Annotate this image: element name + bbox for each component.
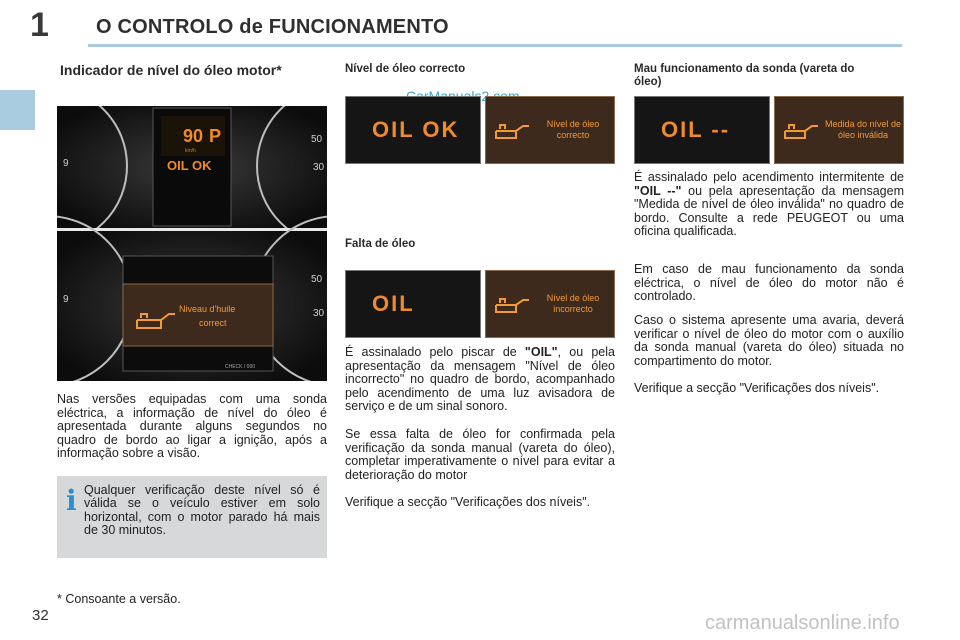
section-heading-oil-level-indicator: Indicador de nível do óleo motor* [60, 62, 282, 78]
display-oil-dashes-text: OIL -- [661, 117, 731, 142]
heading-oil-correct: Nível de óleo correcto [345, 63, 466, 75]
message-oil-invalid-text: Medida do nível de óleo inválida [824, 119, 902, 140]
message-oil-correct [485, 96, 615, 164]
message-oil-invalid [774, 96, 904, 164]
right-paragraph-1: É assinalado pelo acendimento intermitente de "OIL --" ou pela apresentação da mensagem "Medida de nível de óleo inválida" no quadro de bordo. Consulte a rede PEUGEOT ou uma oficina qualificada. [634, 170, 904, 239]
header-rule [88, 44, 902, 47]
svg-text:9: 9 [63, 158, 69, 169]
oil-can-icon [783, 121, 823, 141]
chapter-title: O CONTROLO de FUNCIONAMENTO [96, 16, 449, 38]
message-oil-correct-text: Nível de óleo correcto [546, 119, 600, 140]
svg-text:9: 9 [63, 294, 69, 305]
svg-text:30: 30 [313, 308, 325, 319]
display-oil-dashes [634, 96, 770, 164]
dash-message-line1: Niveau d'huile [179, 304, 236, 314]
oil-can-icon [494, 121, 534, 141]
oil-can-icon [494, 295, 534, 315]
footnote: * Consoante a versão. [57, 592, 181, 606]
display-oil-ok [345, 96, 481, 164]
display-oil-ok-text: OIL OK [372, 117, 460, 142]
site-watermark: carmanualsonline.info [705, 612, 900, 634]
message-oil-incorrect-text: Nível de óleo incorrecto [546, 293, 600, 314]
display-oil [345, 270, 481, 338]
dashboard-illustration [57, 106, 327, 381]
display-oil-text: OIL [372, 291, 415, 316]
middle-paragraph-2: Se essa falta de óleo for confirmada pela verificação da sonda manual (vareta do óleo), completar imperativamente o nível para evitar a deterioração do motor [345, 427, 615, 482]
dash-gear: P [209, 126, 222, 146]
right-paragraph-4: Verifique a secção "Verificações dos níveis". [634, 381, 880, 395]
message-oil-incorrect [485, 270, 615, 338]
dash-footer-label: CHECK / 000 [225, 364, 256, 370]
dash-message-line2: correct [199, 318, 227, 328]
info-icon: i [66, 484, 77, 517]
dash-speed-unit: km/h [185, 148, 196, 154]
info-text: Qualquer verificação deste nível só é válida se o veículo estiver em solo horizontal, com o motor parado há mais de 30 minutos. [84, 483, 320, 538]
dashboard-photo [57, 106, 327, 381]
right-paragraph-2: Em caso de mau funcionamento da sonda eléctrica, o nível de óleo do motor não é controlado. [634, 262, 904, 304]
svg-text:30: 30 [313, 162, 325, 173]
svg-text:50: 50 [311, 274, 323, 285]
left-paragraph: Nas versões equipadas com uma sonda eléctrica, a informação de nível do óleo é apresentada durante alguns segundos no quadro de bordo ao ligar a ignição, após a informação sobre a visão. [57, 392, 327, 461]
heading-oil-low: Falta de óleo [345, 238, 416, 250]
chapter-side-tab [0, 90, 35, 130]
middle-paragraph-1: É assinalado pelo piscar de "OIL", ou pela apresentação da mensagem "Nível de óleo incorrecto" no quadro de bordo, acompanhado pelo acendimento de uma luz avisadora de serviço e de um sinal sonoro. [345, 345, 615, 414]
right-paragraph-3: Caso o sistema apresente uma avaria, deverá verificar o nível de óleo do motor com o auxílio da sonda manual (vareta do óleo) situada no compartimento do motor. [634, 313, 904, 368]
dash-speed: 90 [183, 126, 204, 146]
dash-display-top: OIL OK [167, 158, 212, 173]
middle-paragraph-3: Verifique a secção "Verificações dos níveis". [345, 495, 591, 509]
chapter-number: 1 [30, 6, 49, 44]
svg-text:50: 50 [311, 134, 323, 145]
page-number: 32 [32, 607, 49, 624]
heading-probe-malfunction: Mau funcionamento da sonda (vareta do óleo) [634, 63, 855, 88]
